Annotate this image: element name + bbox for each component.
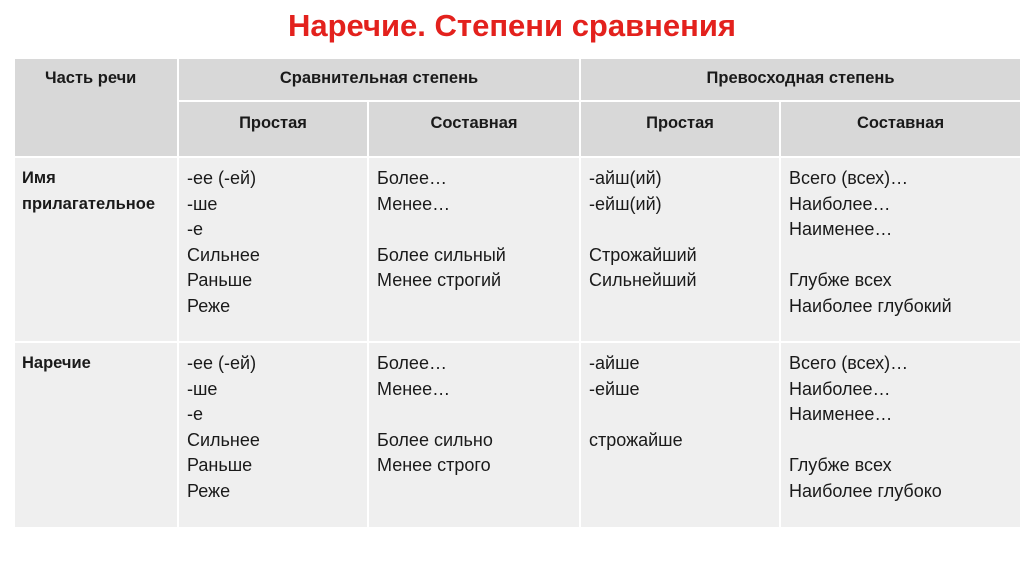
header-superlative: Превосходная степень (580, 58, 1021, 101)
cell-superlative-simple: -айш(ий) -ейш(ий) Строжайший Сильнейший (580, 157, 780, 342)
row-label-adjective: Имя прилагательное (14, 157, 178, 342)
cell-comparative-compound: Более… Менее… Более сильный Менее строгий (368, 157, 580, 342)
header-part-of-speech: Часть речи (14, 58, 178, 157)
cell-superlative-simple: -айше -ейше строжайше (580, 342, 780, 528)
table-row (14, 157, 1021, 342)
header-superlative-compound: Составная (780, 101, 1021, 157)
cell-superlative-compound: Всего (всех)… Наиболее… Наименее… Глубже всех Наиболее глубоко (780, 342, 1021, 528)
row-label-adverb: Наречие (14, 342, 178, 528)
cell-comparative-simple: -ее (-ей) -ше -е Сильнее Раньше Реже (178, 342, 368, 528)
cell-comparative-simple: -ее (-ей) -ше -е Сильнее Раньше Реже (178, 157, 368, 342)
header-comparative-compound: Составная (368, 101, 580, 157)
header-comparative-simple: Простая (178, 101, 368, 157)
header-comparative: Сравнительная степень (178, 58, 580, 101)
cell-superlative-compound: Всего (всех)… Наиболее… Наименее… Глубже всех Наиболее глубокий (780, 157, 1021, 342)
comparison-table (13, 57, 1022, 529)
page-title: Наречие. Степени сравнения (287, 8, 737, 43)
table-row (14, 342, 1021, 528)
cell-comparative-compound: Более… Менее… Более сильно Менее строго (368, 342, 580, 528)
header-superlative-simple: Простая (580, 101, 780, 157)
